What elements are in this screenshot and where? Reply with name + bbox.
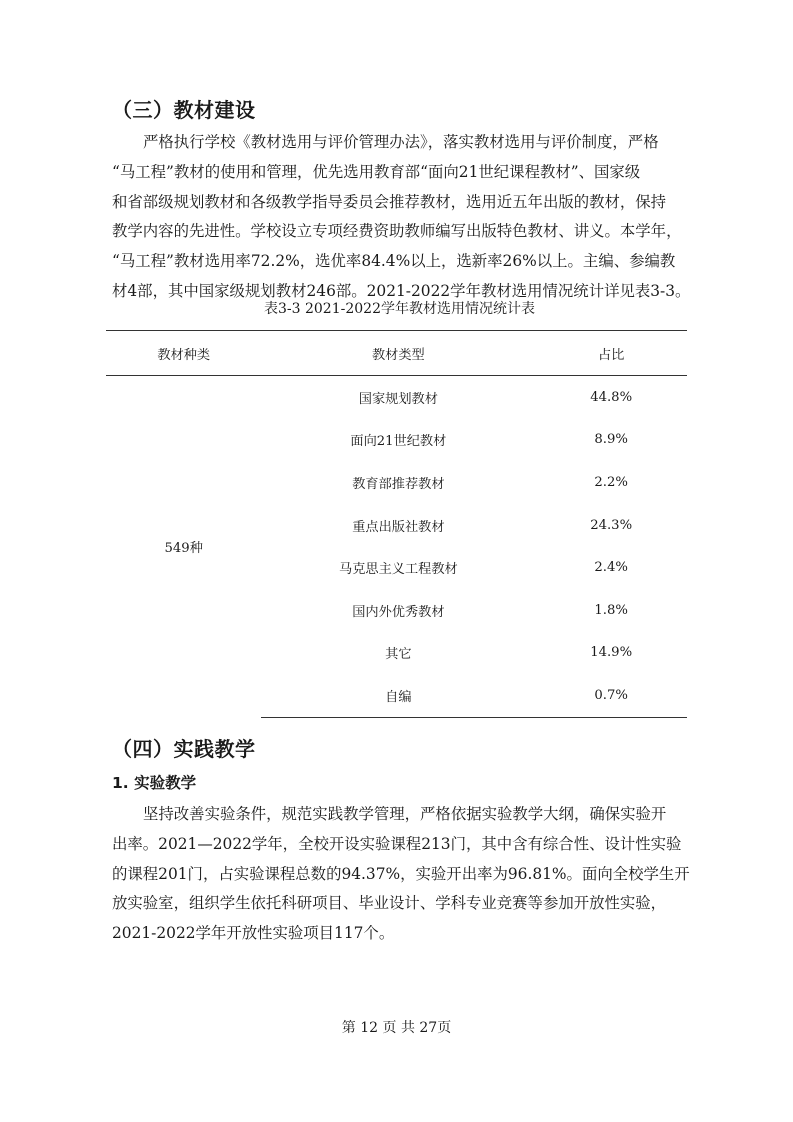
type-cell: 自编	[261, 674, 535, 717]
paragraph-line: 教学内容的先进性。学校设立专项经费资助教师编写出版特色教材、讲义。本学年，	[112, 222, 682, 241]
share-cell: 24.3%	[590, 517, 633, 533]
paragraph-line: 的课程201门，占实验课程总数的94.37%，实验开出率为96.81%。面向全校学生开	[112, 864, 690, 883]
share-cell: 1.8%	[594, 602, 628, 618]
type-cell: 其它	[385, 647, 412, 663]
table-caption: 表3-3 2021-2022学年教材选用情况统计表	[264, 301, 535, 317]
paragraph-line: “马工程”教材的使用和管理，优先选用教育部“面向21世纪课程教材”、国家级	[112, 162, 641, 181]
section-4-paragraph	[112, 800, 690, 949]
paragraph-line: 坚持改善实验条件，规范实践教学管理，严格依据实验教学大纲，确保实验开	[143, 805, 667, 823]
page-footer: 第 12 页 共 27页	[341, 1020, 452, 1036]
table-header-row	[106, 331, 687, 376]
share-cell: 14.9%	[590, 645, 633, 661]
paragraph-line: 放实验室，组织学生依托科研项目、毕业设计、学科专业竞赛等参加开放性实验，	[112, 894, 667, 913]
share-cell: 2.4%	[594, 560, 628, 576]
header-type: 教材类型	[261, 331, 535, 376]
paragraph-line: “马工程”教材选用率72.2%，选优率84.4%以上，选新率26%以上。主编、参编教	[112, 252, 676, 271]
section-3-heading: （三）教材建设	[112, 98, 256, 122]
table-row	[106, 376, 687, 419]
section-3-paragraph	[112, 128, 691, 307]
type-cell: 面向21世纪教材	[350, 434, 447, 450]
share-cell: 2.2%	[594, 474, 628, 490]
type-cell: 教育部推荐教材	[352, 476, 445, 492]
header-share: 占比	[535, 331, 687, 376]
paragraph-line: 材4部，其中国家级规划教材246部。2021-2022学年教材选用情况统计详见表3-3。	[112, 281, 691, 300]
type-cell: 马克思主义工程教材	[339, 562, 458, 578]
paragraph-line: 2021-2022学年开放性实验项目117个。	[112, 924, 395, 943]
share-cell: 44.8%	[590, 389, 633, 405]
section-4-heading: （四）实践教学	[112, 737, 256, 761]
subsection-heading: 1. 实验教学	[112, 774, 197, 792]
textbook-selection-table	[106, 330, 687, 718]
paragraph-line: 出率。2021—2022学年，全校开设实验课程213门，其中含有综合性、设计性实验	[112, 834, 682, 853]
type-cell: 重点出版社教材	[352, 519, 445, 535]
category-cell: 549种	[164, 541, 203, 557]
type-cell: 国家规划教材	[358, 391, 438, 407]
share-cell: 0.7%	[535, 674, 687, 717]
paragraph-line: 和省部级规划教材和各级教学指导委员会推荐教材，选用近五年出版的教材，保持	[112, 192, 667, 211]
paragraph-line: 严格执行学校《教材选用与评价管理办法》，落实教材选用与评价制度，严格	[143, 133, 659, 151]
header-category: 教材种类	[106, 331, 261, 376]
type-cell: 国内外优秀教材	[352, 604, 445, 620]
share-cell: 8.9%	[594, 432, 628, 448]
